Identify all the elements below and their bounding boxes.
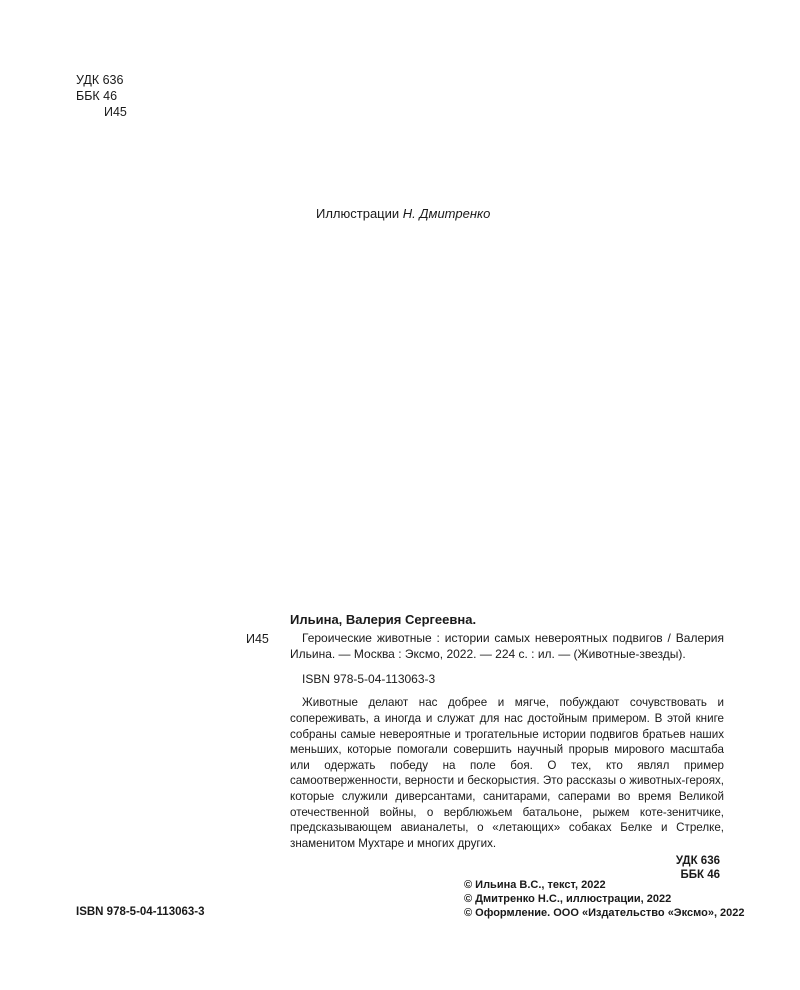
isbn-bottom: ISBN 978-5-04-113063-3 (76, 906, 205, 918)
copyright-illustrations: © Дмитренко Н.С., иллюстрации, 2022 (464, 893, 672, 905)
bibliographic-description: Героические животные : истории самых невероятных подвигов / Валерия Ильина. — Москва : Эксмо, 2022. — 224 с. : ил. — (Животные-звезды). (290, 631, 724, 661)
udk-code-record: УДК 636 (675, 855, 720, 868)
illustrator-name: Н. Дмитренко (402, 206, 491, 221)
udk-code: УДК 636 (76, 73, 124, 87)
author-mark: И45 (104, 105, 127, 119)
illustrations-credit (316, 206, 490, 221)
copyright-block (464, 878, 745, 920)
annotation: Животные делают нас добрее и мягче, побуждают сочувствовать и сопереживать, а иногда и служат для нас достойным примером. В этой книге собраны самые невероятные и трогательные истории подвигов братьев наших меньших, которые помогали совершить научный прорыв мирового масштаба или одержать победу на поле боя. О тех, кто являл пример самоотверженности, верности и бескорыстия. Это рассказы о животных-героях, которые служили диверсантами, санитарами, саперами во время Великой отечественной войны, о верблюжьем батальоне, рыжем коте-зенитчике, предсказывающем авианалеты, о «летающих» собаках Белке и Стрелке, знаменитом Мухтаре и многих других. (290, 696, 724, 850)
cutter-mark: И45 (246, 632, 269, 646)
isbn-record: ISBN 978-5-04-113063-3 (302, 671, 436, 686)
author-heading: Ильина, Валерия Сергеевна. (290, 612, 477, 627)
bibliographic-record (290, 612, 724, 882)
bbk-code: ББК 46 (76, 89, 118, 103)
bbk-code-record: ББК 46 (680, 869, 720, 882)
copyright-design: © Оформление. ООО «Издательство «Эксмо», 2022 (464, 907, 745, 919)
copyright-text: © Ильина В.С., текст, 2022 (464, 879, 606, 891)
illustrations-prefix: Иллюстрации (316, 206, 403, 221)
classification-codes-top (76, 72, 127, 120)
